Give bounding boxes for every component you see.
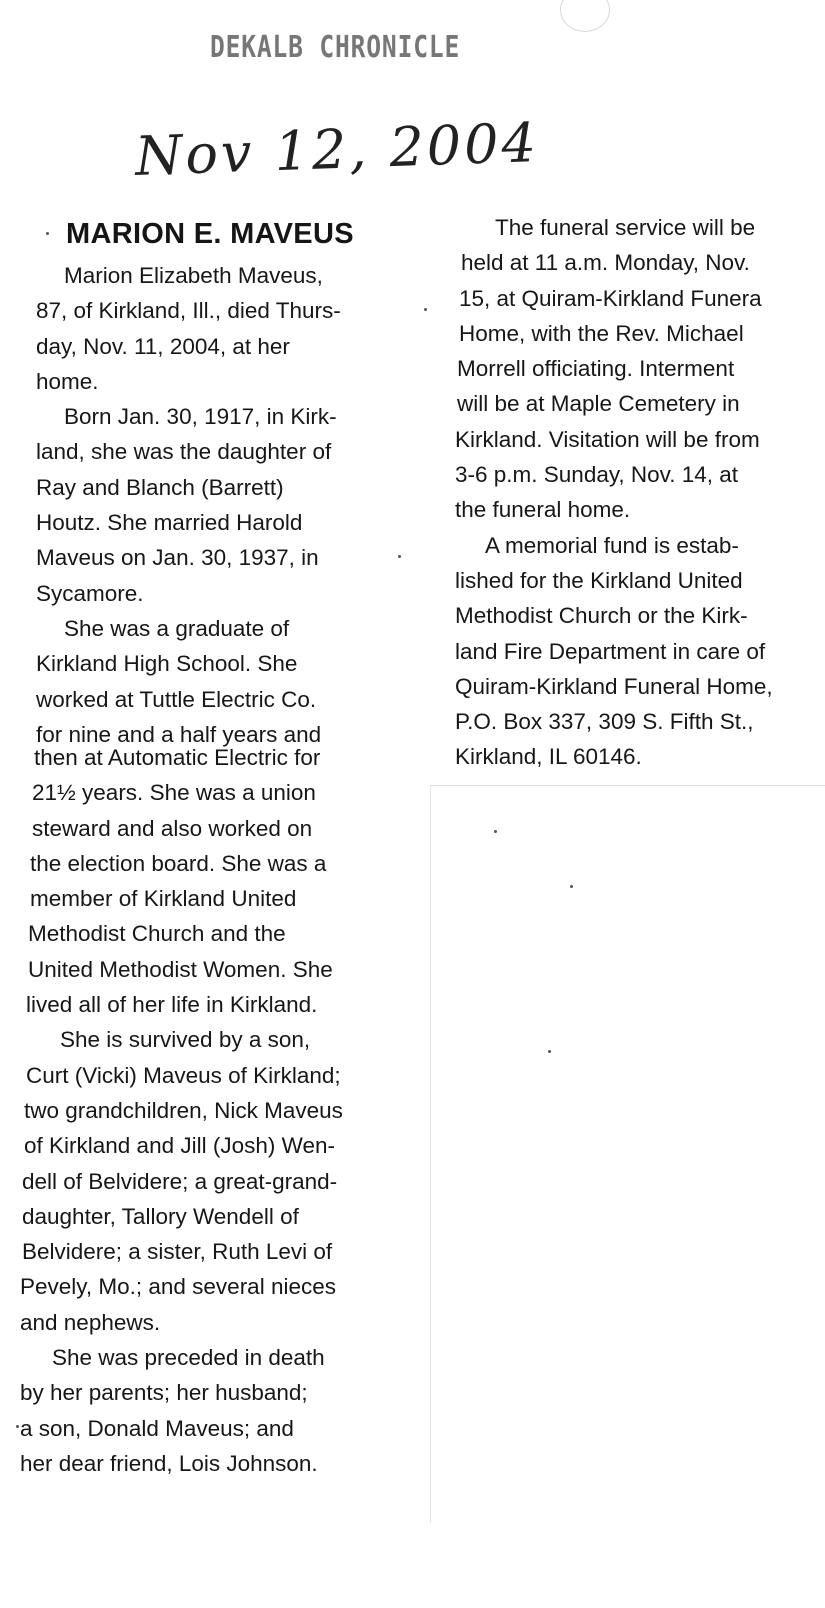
text-line: will be at Maple Cemetery in [457, 391, 740, 417]
text-line: held at 11 a.m. Monday, Nov. [461, 250, 750, 276]
text-line: and nephews. [20, 1309, 161, 1335]
text-line: her dear friend, Lois Johnson. [20, 1450, 318, 1476]
text-line: 3-6 p.m. Sunday, Nov. 14, at [455, 462, 739, 488]
print-speck [548, 1050, 551, 1053]
text-line: Kirkland High School. She [36, 651, 298, 677]
text-line: 87, of Kirkland, Ill., died Thurs- [36, 298, 341, 324]
text-line: Marion Elizabeth Maveus, [64, 263, 323, 288]
text-line: Methodist Church or the Kirk- [455, 603, 748, 629]
text-line: for nine and a half years and [36, 721, 322, 747]
text-line: land, she was the daughter of [36, 439, 332, 465]
text-line: 15, at Quiram-Kirkland Funera [459, 285, 762, 311]
text-line: Kirkland. Visitation will be from [455, 426, 760, 452]
text-line: dell of Belvidere; a great-grand- [22, 1168, 338, 1194]
text-line: Kirkland, IL 60146. [455, 744, 642, 770]
text-line: Quiram-Kirkland Funeral Home, [455, 673, 773, 699]
text-line: daughter, Tallory Wendell of [22, 1203, 299, 1229]
masthead-stamp: DEKALB CHRONICLE [210, 30, 461, 65]
text-line: Curt (Vicki) Maveus of Kirkland; [26, 1062, 341, 1088]
text-line: Sycamore. [36, 580, 144, 606]
obituary-column-2 [20, 740, 343, 1481]
text-line: She is survived by a son, [60, 1027, 311, 1053]
text-line: two grandchildren, Nick Maveus [24, 1097, 343, 1123]
text-line: P.O. Box 337, 309 S. Fifth St., [455, 709, 754, 735]
handwritten-date: Nov 12, 2004 [134, 110, 540, 189]
print-speck [494, 830, 497, 833]
text-line: Houtz. She married Harold [36, 510, 303, 536]
text-line: Home, with the Rev. Michael [459, 320, 744, 346]
text-line: 21½ years. She was a union [32, 780, 316, 806]
print-speck [570, 885, 573, 888]
text-line: steward and also worked on [32, 815, 313, 841]
text-line: Ray and Blanch (Barrett) [36, 474, 284, 500]
text-line: Pevely, Mo.; and several nieces [20, 1274, 336, 1300]
obituary-column-3 [455, 210, 773, 775]
text-line: day, Nov. 11, 2004, at her [36, 333, 290, 359]
text-line: worked at Tuttle Electric Co. [36, 686, 317, 712]
obituary-headline: MARION E. MAVEUS [66, 218, 354, 250]
text-line: land Fire Department in care of [455, 638, 766, 664]
text-line: the funeral home. [455, 497, 631, 523]
text-line: lished for the Kirkland United [455, 567, 743, 593]
text-line: of Kirkland and Jill (Josh) Wen- [24, 1133, 335, 1159]
text-line: A memorial fund is estab- [485, 532, 739, 558]
text-line: She was preceded in death [52, 1345, 325, 1371]
text-line: Maveus on Jan. 30, 1937, in [36, 545, 319, 571]
text-line: Belvidere; a sister, Ruth Levi of [22, 1239, 333, 1265]
obituary-column-1 [36, 258, 341, 752]
text-line: Born Jan. 30, 1917, in Kirk- [64, 404, 337, 430]
text-line: Morrell officiating. Interment [457, 356, 735, 382]
text-line: then at Automatic Electric for [34, 745, 321, 770]
text-line: Methodist Church and the [28, 921, 286, 947]
print-speck [46, 232, 49, 235]
print-speck [398, 555, 401, 558]
print-speck [16, 1425, 19, 1428]
text-line: United Methodist Women. She [28, 956, 333, 982]
text-line: home. [36, 368, 99, 394]
text-line: by her parents; her husband; [20, 1380, 308, 1406]
text-line: member of Kirkland United [30, 886, 297, 912]
text-line: The funeral service will be [495, 215, 756, 240]
text-line: lived all of her life in Kirkland. [26, 992, 318, 1018]
print-speck [424, 308, 427, 311]
text-line: a son, Donald Maveus; and [20, 1415, 294, 1441]
text-line: She was a graduate of [64, 615, 290, 641]
text-line: the election board. She was a [30, 850, 327, 876]
